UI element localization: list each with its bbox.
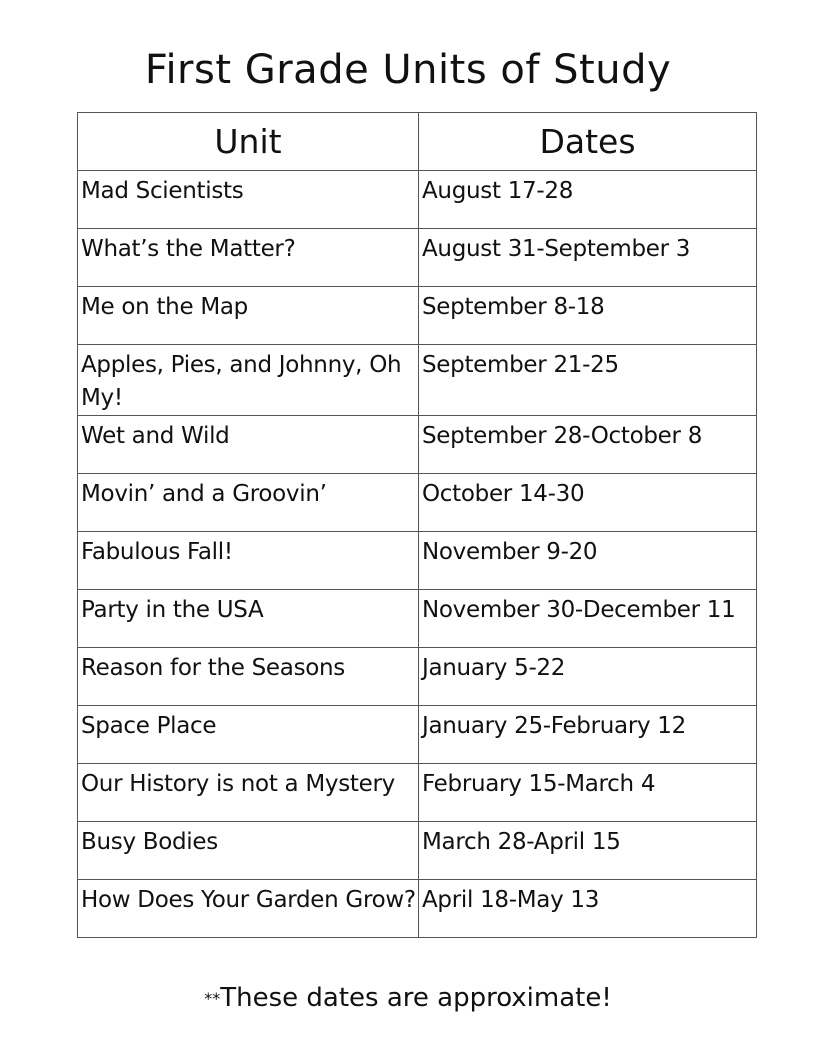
dates-cell: October 14-30 <box>419 474 757 532</box>
table-row <box>78 416 757 474</box>
table-row <box>78 880 757 938</box>
column-header-unit: Unit <box>78 113 419 171</box>
dates-cell: January 25-February 12 <box>419 706 757 764</box>
unit-cell: Reason for the Seasons <box>78 648 419 706</box>
table-row <box>78 345 757 416</box>
column-header-dates: Dates <box>419 113 757 171</box>
unit-cell: Our History is not a Mystery <box>78 764 419 822</box>
unit-cell: Space Place <box>78 706 419 764</box>
dates-cell: September 21-25 <box>419 345 757 416</box>
unit-cell: Me on the Map <box>78 287 419 345</box>
table-header-row <box>78 113 757 171</box>
footnote-marker: ** <box>204 989 221 1008</box>
unit-cell: Wet and Wild <box>78 416 419 474</box>
units-table <box>77 112 757 938</box>
unit-cell: Movin’ and a Groovin’ <box>78 474 419 532</box>
table-row <box>78 764 757 822</box>
unit-cell: How Does Your Garden Grow? <box>78 880 419 938</box>
unit-cell: Apples, Pies, and Johnny, Oh My! <box>78 345 419 416</box>
table-row <box>78 648 757 706</box>
table-row <box>78 474 757 532</box>
dates-cell: November 30-December 11 <box>419 590 757 648</box>
table-row <box>78 706 757 764</box>
table-row <box>78 822 757 880</box>
unit-cell: Busy Bodies <box>78 822 419 880</box>
dates-cell: November 9-20 <box>419 532 757 590</box>
dates-cell: August 31-September 3 <box>419 229 757 287</box>
table-row <box>78 287 757 345</box>
table-row <box>78 171 757 229</box>
footnote <box>0 980 816 1017</box>
dates-cell: January 5-22 <box>419 648 757 706</box>
unit-cell: Fabulous Fall! <box>78 532 419 590</box>
dates-cell: September 28-October 8 <box>419 416 757 474</box>
dates-cell: February 15-March 4 <box>419 764 757 822</box>
dates-cell: March 28-April 15 <box>419 822 757 880</box>
dates-cell: September 8-18 <box>419 287 757 345</box>
dates-cell: April 18-May 13 <box>419 880 757 938</box>
table-row <box>78 590 757 648</box>
unit-cell: Mad Scientists <box>78 171 419 229</box>
dates-cell: August 17-28 <box>419 171 757 229</box>
unit-cell: Party in the USA <box>78 590 419 648</box>
page-title: First Grade Units of Study <box>144 47 672 93</box>
unit-cell: What’s the Matter? <box>78 229 419 287</box>
footnote-text: These dates are approximate! <box>220 983 612 1013</box>
table-row <box>78 532 757 590</box>
table-row <box>78 229 757 287</box>
